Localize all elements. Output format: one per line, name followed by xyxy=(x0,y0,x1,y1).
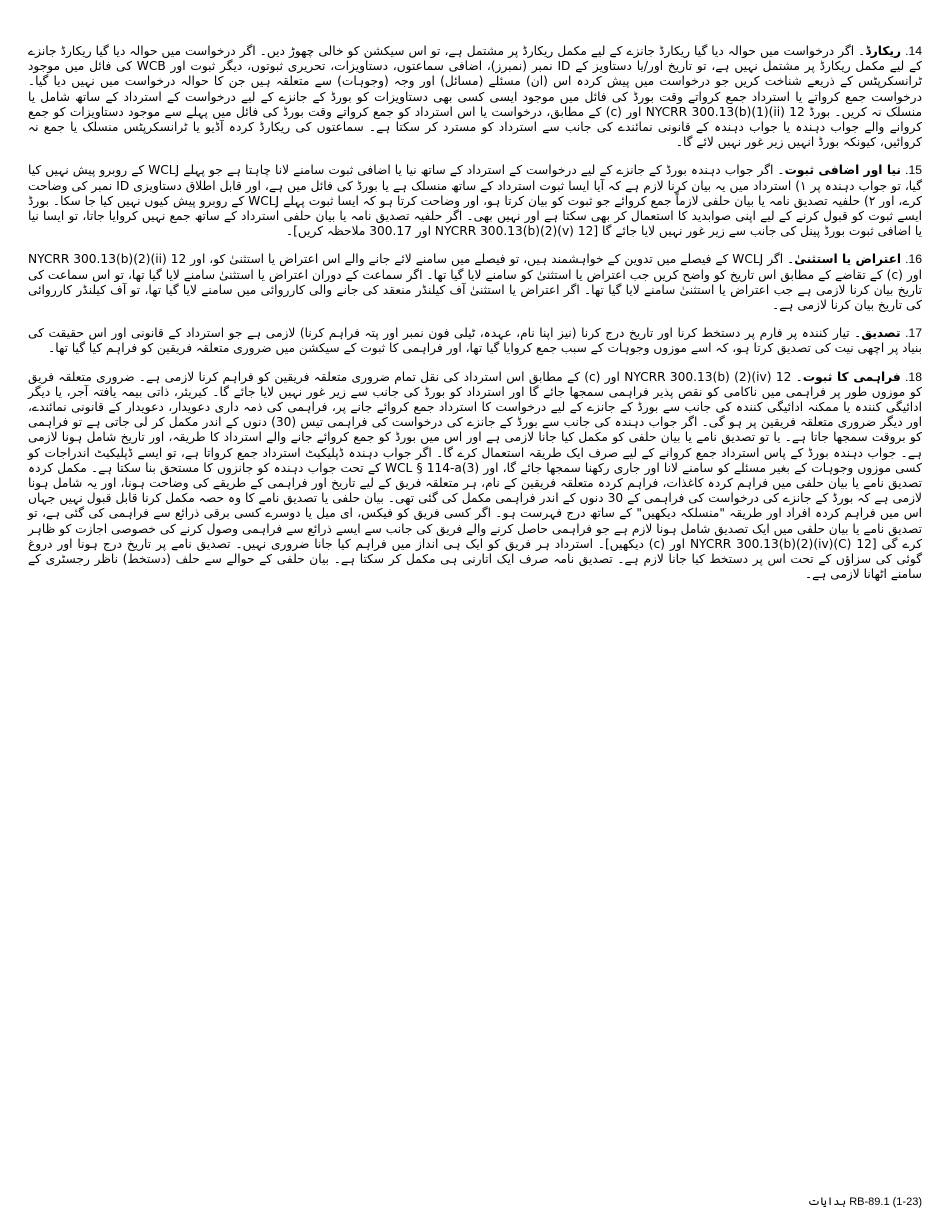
paragraph-body: ۔ اگر جواب دہندہ بورڈ کے جانزے کے لیے درخواست کے استرداد کے ساتھ نیا یا اضافی ثبوت سامنے لانا چاہتا ہے جو پہلے WCLJ کے روبرو پیش نہیں کیا گیا، تو جواب دہندہ پر ۱) استرداد میں یہ بیان کرنا لازم ہے کہ آیا ایسا ثبوت استرداد کے ساتھ منسلک ہے یا بورڈ کی فائل میں ہے، اور قابل اطلاق دستاویزی ID نمبر کی وضاحت کرے، اور ۲) حلفیہ تصدیق نامہ یا بیان حلفی لازماً جمع کروائے جو ثبوت کو بیان کرتا ہو، اور وضاحت کرتا ہو کہ ایسا ثبوت پہلے WCLJ کے روبرو پیش کیوں نہیں کیا جا سکا۔ بورڈ ایسے ثبوت کو قبول کرنے کے لیے اپنی صوابدید کا استعمال کر بھی سکتا ہے اور نہیں بھی۔ اگر حلفیہ تصدیق نامہ یا بیان حلفی استرداد کے ساتھ جمع نہیں کروایا جاتا، تو ایسا نیا یا اضافی ثبوت بورڈ پینل کی جانب سے زیر غور نہیں لایا جائے گا [12 NYCRR 300.13(b)(2)(v) اور 300.17 ملاحظہ کریں]۔ xyxy=(28,163,922,239)
paragraph-16 xyxy=(28,252,922,313)
paragraph-14 xyxy=(28,44,922,150)
paragraph-number: 18. xyxy=(905,369,922,384)
paragraph-18 xyxy=(28,370,922,583)
paragraph-number: 14. xyxy=(905,44,923,58)
paragraph-body: ۔ تیار کنندہ پر فارم پر دستخط کرنا اور تاریخ درج کرنا (نیز اپنا نام، عہدہ، ٹیلی فون نمبر اور پتہ فراہم کرنا) لازمی ہے جو استرداد کے قانونی اور اس حقیقت کی بنیاد پر اچھی نیت کی تصدیق کرتا ہو، کہ اسے موزوں وجوہات کے سبب جمع کروایا گیا تھا، اور فراہمی کا ثبوت کے سیکشن میں ضروری متعلقہ فریقین کو فراہم کیا گیا تھا۔ xyxy=(28,326,922,356)
paragraph-17 xyxy=(28,326,922,356)
paragraph-heading: فراہمی کا ثبوت xyxy=(802,369,901,384)
paragraph-body: ۔ اگر درخواست میں حوالہ دیا گیا ریکارڈ جانزے کے لیے مکمل ریکارڈ پر مشتمل ہے، تو اس سیکشن کو خالی چھوڑ دیں۔ اگر درخواست میں حوالہ دیا گیا ریکارڈ جانزے کے لیے مکمل ریکارڈ پر مشتمل نہیں ہے، تو تاریخ اور/یا دستاویز کے ID نمبر (نمبرز)، اضافی سماعتوں، دستاویزات، تحریری ثبوتوں، دیگر ثبوت اور WCB کی فائل میں موجود ٹرانسکرپٹس کے ذریعے شناخت کریں جو درخواست میں پیش کردہ اس (ان) مسئلے (مسائل) اور وجہ (وجوہات) سے متعلقہ ہیں جن کا حوالہ درخواست میں نہیں دیا گیا۔ درخواست جمع کرواتے یا استرداد جمع کرواتے وقت بورڈ کی فائل میں موجود ایسی کسی بھی دستاویزات کو بورڈ کے جانزے کے لیے درخواست کے استرداد کے ساتھ شامل یا منسلک نہ کریں۔ بورڈ 12 NYCRR 300.13(b)(1)(ii) اور (c) کے مطابق، درخواست یا اس استرداد کو جمع کرواتے وقت بورڈ کی فائل میں پہلے سے موجود دستاویزات کو جمع کروانے والے جواب دہندہ یا جواب دہندہ کے قانونی نمائندے کی جانب سے استرداد کو مسترد کر سکتا ہے۔ سماعتوں کی ریکارڈ کردہ آڈیو یا ٹرانسکرپٹس منسلک یا جمع نہ کروائیں، کیونکہ بورڈ انہیں زیر غور نہیں لائے گا۔ xyxy=(28,44,922,150)
paragraph-heading: نیا اور اضافی ثبوت xyxy=(784,163,901,178)
paragraph-heading: اعتراض یا استثنیٰ xyxy=(794,252,902,267)
paragraph-number: 15. xyxy=(905,163,922,178)
paragraph-15 xyxy=(28,163,922,239)
paragraph-heading: ریکارڈ xyxy=(865,44,902,58)
paragraph-body: ۔ 12 NYCRR 300.13(b) (2)(iv) اور (c) کے مطابق اس استرداد کی نقل تمام ضروری متعلقہ فریقین کو فراہم کرنا لازمی ہے۔ ضروری متعلقہ فریق کو موزوں طور پر فراہمی میں ناکامی کو نقص پذیر فراہمی سمجھا جائے گا اور استرداد کو بورڈ کی جانب سے زیر غور نہیں لایا جائے گا۔ کیریئر، ذاتی بیمہ یافتہ آجر، یا دیگر ادائیگی کنندہ یا ممکنہ ادائیگی کنندہ کی جانب سے بورڈ کے جانزے کے لیے درخواست کا استرداد جمع کروائے جانے پر، فراہمی کی ذمہ داری دعویدار، دعویدار کے قانونی نمائندے، اور دیگر ضروری متعلقہ فریقین پر ہو گی۔ اگر جواب دہندہ کی جانب سے بورڈ کے جانزے کی درخواست کی فراہمی تیس (30) دنوں کے اندر مکمل کر لی جاتی ہے تو فراہمی کو بروقت سمجھا جاتا ہے۔ یا تو تصدیق نامے یا بیان حلفی کو مکمل کیا جانا لازمی ہے اور اس میں بورڈ کو جمع کروائے جانے والے استرداد کا طریقہ، اور تاریخ شامل ہونا لازمی ہے۔ جواب دہندہ بورڈ کے پاس استرداد جمع کروانے کے لیے صرف ایک طریقہ استعمال کرے گا۔ اگر جواب دہندہ ڈپلیکیٹ استرداد جمع کرواتا ہے، تو ایسے ڈپلیکیٹ اندراجات کو کسی موزوں وجوہات کے بغیر مسئلے کو سامنے لانا اور جاری رکھنا سمجھا جائے گا، اور WCL § 114-a(3) کے تحت جواب دہندہ کو جانزوں کا مستحق بنا سکتا ہے۔ مکمل کردہ تصدیق نامے یا بیان حلفی میں فراہم کردہ کاغذات، فراہم کردہ متعلقہ فریقین کے نام، ہر متعلقہ فریق کے لیے تاریخ اور فراہمی کے طریقے کی وضاحت ہونا، اور یہ شامل ہونا لازمی ہے کہ بورڈ کے جانزے کی درخواست کی فراہمی کے 30 دنوں کے اندر فراہمی مکمل کی گئی تھی۔ بیان حلفی یا تصدیق نامے کا وہ حصہ مکمل کرنا قابل قبول نہیں جہاں اس میں فراہم کردہ افراد اور طریقہ "منسلکہ دیکھیں" کے ساتھ درج فہرست ہو۔ اگر کسی فریق کو فیکس، ای میل یا دوسرے کسی برقی ذرائع سے فراہمی کی گئی ہے، تو تصدیق نامے یا بیان حلفی میں ایک تصدیق شامل ہونا لازم ہے جو فراہمی حاصل کرنے والے فریق کی جانب سے ایسے ذرائع سے فراہمی وصول کرنے کی خصوصی اجازت کو ظاہر کرے گی [12 NYCRR 300.13(b)(2)(iv)(C) اور (c) دیکھیں]۔ استرداد ہر فریق کو ایک ہی انداز میں فراہم کیا جانا ضروری نہیں۔ تصدیق نامے پر تاریخ درج ہونا اور دروغ گوئی کی سزاؤں کے تحت اس پر دستخط کیا جانا لازم ہے۔ تصدیق نامہ صرف ایک اتارنی ہی مکمل کر سکتا ہے۔ بیان حلفی کے حوالے سے حلف (دستخط) ناظر رجسٹری کے سامنے اٹھانا لازمی ہے۔ xyxy=(28,369,923,582)
form-footer: RB-89.1 (1-23) ہدایات xyxy=(807,1196,922,1208)
paragraph-number: 17. xyxy=(905,326,923,341)
paragraph-number: 16. xyxy=(905,252,923,267)
instructions-page xyxy=(28,44,922,596)
paragraph-body: ۔ اگر WCLJ کے فیصلے میں تدوین کے خواہشمند ہیں، تو فیصلے میں سامنے لائے جانے والے اس اعتراض یا استثنیٰ کو، اور 12 NYCRR 300.13(b)(2)(ii) اور (c) کے تقاضے کے مطابق اس تاریخ کو واضح کریں جب اعتراض یا استثنیٰ کو سامنے لایا گیا تھا۔ اگر سماعت کے دوران اعتراض یا استثنیٰ سامنے لایا گیا تھا، تو اس سماعت کی تاریخ بیان کرنا لازمی ہے جب اعتراض یا استثنیٰ سامنے لایا گیا تھا۔ اگر اعتراض یا استثنیٰ آف کیلنڈر منعقد کی جانے والی کارروائی میں سامنے لایا گیا تھا، تو آف کیلنڈر کارروائی کی تاریخ بیان کرنا لازمی ہے۔ xyxy=(28,252,923,313)
paragraph-heading: تصدیق xyxy=(861,326,901,341)
